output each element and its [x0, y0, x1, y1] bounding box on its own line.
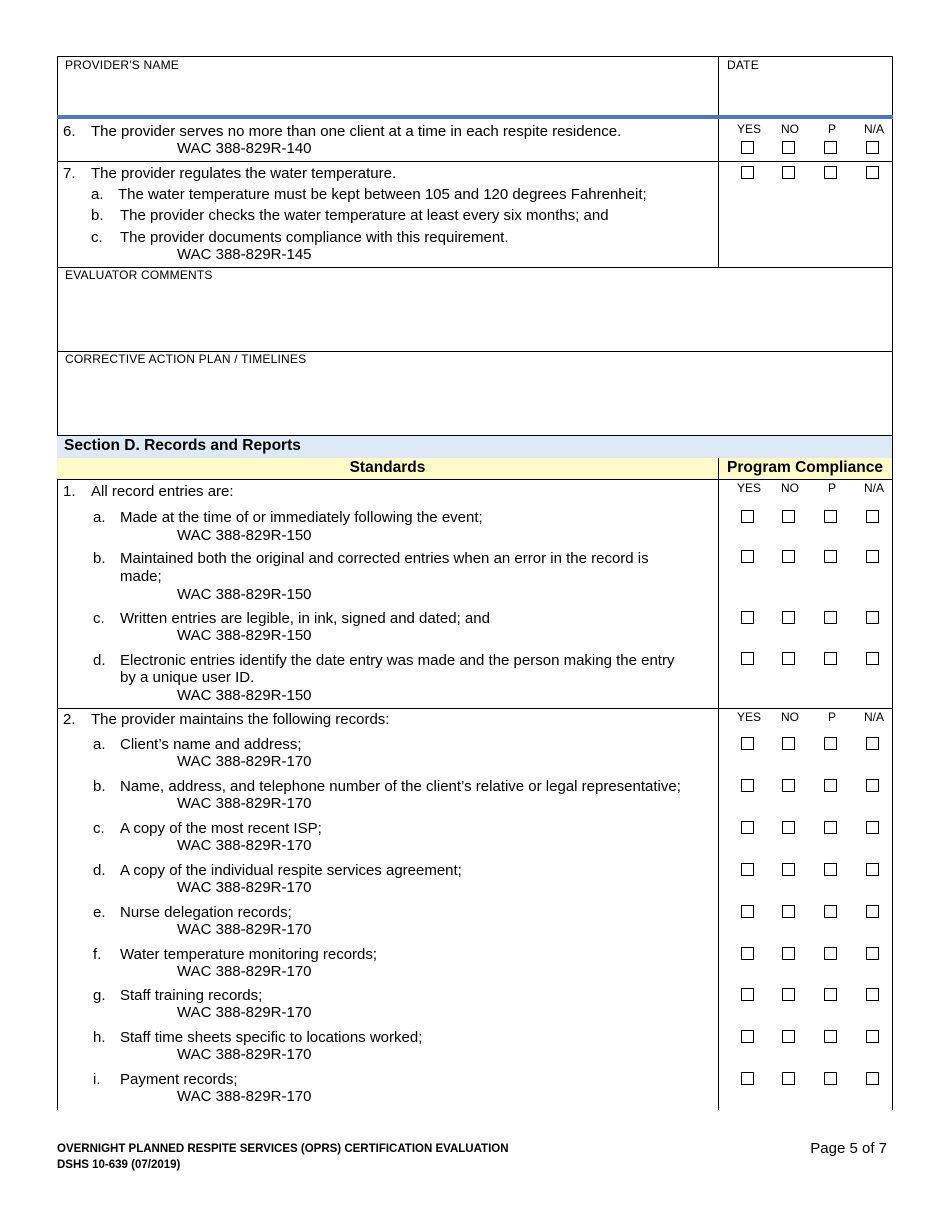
checkbox-na[interactable] [866, 1072, 879, 1085]
wac-reference: WAC 388-829R-150 [177, 527, 312, 544]
wac-reference: WAC 388-829R-150 [177, 687, 312, 704]
checkbox-na[interactable] [866, 652, 879, 665]
checkbox-no[interactable] [782, 510, 795, 523]
checkbox-yes[interactable] [741, 166, 754, 179]
checkbox-p[interactable] [824, 550, 837, 563]
subitem-letter: a. [91, 186, 104, 203]
subitem-letter: b. [93, 550, 106, 567]
header-p: P [827, 481, 836, 495]
section-divider-rule [57, 115, 893, 119]
checkbox-p[interactable] [824, 141, 837, 154]
checkbox-no[interactable] [782, 821, 795, 834]
checkbox-no[interactable] [782, 141, 795, 154]
providers-name-field[interactable] [60, 74, 715, 112]
wac-reference: WAC 388-829R-140 [177, 140, 312, 157]
evaluator-comments-label: EVALUATOR COMMENTS [65, 268, 213, 282]
standards-label: Standards [349, 459, 426, 476]
checkbox-no[interactable] [782, 1072, 795, 1085]
item-text: The provider maintains the following records: [91, 711, 390, 728]
checkbox-yes[interactable] [741, 141, 754, 154]
subitem-letter: c. [93, 610, 105, 627]
footer-form-number: DSHS 10-639 (07/2019) [57, 1159, 181, 1171]
wac-reference: WAC 388-829R-170 [177, 879, 312, 896]
checkbox-na[interactable] [866, 863, 879, 876]
section-title: Section D. Records and Reports [64, 437, 301, 454]
checkbox-p[interactable] [824, 905, 837, 918]
checkbox-yes[interactable] [741, 611, 754, 624]
item-number: 6. [63, 123, 76, 140]
subitem-letter: e. [93, 904, 106, 921]
header-no: NO [781, 122, 799, 136]
item-number: 2. [63, 711, 76, 728]
subitem-letter: f. [93, 946, 102, 963]
wac-reference: WAC 388-829R-170 [177, 921, 312, 938]
checkbox-yes[interactable] [741, 821, 754, 834]
item-text: The provider serves no more than one client at a time in each respite residence. [91, 123, 622, 140]
subitem-text: Client’s name and address; [120, 736, 302, 753]
checkbox-no[interactable] [782, 652, 795, 665]
checkbox-yes[interactable] [741, 1072, 754, 1085]
evaluator-comments-field[interactable] [60, 284, 888, 348]
checkbox-p[interactable] [824, 1030, 837, 1043]
checkbox-na[interactable] [866, 166, 879, 179]
checkbox-na[interactable] [866, 779, 879, 792]
subitem-text: Nurse delegation records; [120, 904, 292, 921]
checkbox-p[interactable] [824, 863, 837, 876]
header-na: N/A [863, 122, 884, 136]
checkbox-na[interactable] [866, 611, 879, 624]
subitem-text: The water temperature must be kept between 105 and 120 degrees Fahrenheit; [118, 186, 647, 203]
checkbox-yes[interactable] [741, 550, 754, 563]
checkbox-yes[interactable] [741, 863, 754, 876]
checkbox-p[interactable] [824, 166, 837, 179]
subitem-text: The provider documents compliance with this requirement. [120, 229, 509, 246]
page-number: Page 5 of 7 [810, 1140, 887, 1157]
checkbox-no[interactable] [782, 737, 795, 750]
checkbox-na[interactable] [866, 510, 879, 523]
subitem-text: The provider checks the water temperature at least every six months; and [120, 207, 609, 224]
checkbox-yes[interactable] [741, 988, 754, 1001]
subitem-text: Staff time sheets specific to locations worked; [120, 1029, 423, 1046]
checkbox-na[interactable] [866, 905, 879, 918]
wac-reference: WAC 388-829R-170 [177, 1088, 312, 1105]
checkbox-no[interactable] [782, 947, 795, 960]
checkbox-na[interactable] [866, 737, 879, 750]
checkbox-no[interactable] [782, 779, 795, 792]
wac-reference: WAC 388-829R-170 [177, 1046, 312, 1063]
item-text: All record entries are: [91, 483, 234, 500]
subitem-text: Made at the time of or immediately following the event; [120, 509, 483, 526]
subitem-letter: d. [93, 862, 106, 879]
header-na: N/A [863, 481, 884, 495]
checkbox-p[interactable] [824, 737, 837, 750]
item-text: The provider regulates the water temperature. [91, 165, 397, 182]
subitem-letter: i. [93, 1071, 101, 1088]
subitem-letter: c. [91, 229, 103, 246]
subitem-text: Written entries are legible, in ink, signed and dated; and [120, 610, 490, 627]
header-yes: YES [736, 710, 761, 724]
subitem-text: A copy of the individual respite services agreement; [120, 862, 462, 879]
checkbox-na[interactable] [866, 550, 879, 563]
subitem-letter: c. [93, 820, 105, 837]
frame-top [57, 56, 892, 57]
item-number: 7. [63, 165, 76, 182]
checkbox-yes[interactable] [741, 510, 754, 523]
checkbox-yes[interactable] [741, 737, 754, 750]
row-divider [57, 708, 892, 709]
subitem-text: Payment records; [120, 1071, 238, 1088]
subitem-text: Maintained both the original and corrected entries when an error in the record is [120, 550, 649, 567]
checkbox-p[interactable] [824, 1072, 837, 1085]
subitem-text: A copy of the most recent ISP; [120, 820, 322, 837]
date-field[interactable] [722, 74, 888, 112]
checkbox-na[interactable] [866, 947, 879, 960]
checkbox-no[interactable] [782, 550, 795, 563]
wac-reference: WAC 388-829R-150 [177, 586, 312, 603]
checkbox-p[interactable] [824, 652, 837, 665]
header-p: P [827, 710, 836, 724]
date-label: DATE [727, 58, 759, 72]
subitem-text: Water temperature monitoring records; [120, 946, 378, 963]
wac-reference: WAC 388-829R-170 [177, 753, 312, 770]
compliance-divider [718, 458, 719, 1110]
wac-reference: WAC 388-829R-170 [177, 795, 312, 812]
program-compliance-label: Program Compliance [727, 459, 883, 476]
subitem-text: Staff training records; [120, 987, 263, 1004]
subitem-letter: d. [93, 652, 106, 669]
wac-reference: WAC 388-829R-170 [177, 963, 312, 980]
checkbox-na[interactable] [866, 141, 879, 154]
checkbox-yes[interactable] [741, 905, 754, 918]
header-no: NO [781, 481, 799, 495]
header-p: P [827, 122, 836, 136]
checkbox-na[interactable] [866, 1030, 879, 1043]
checkbox-yes[interactable] [741, 779, 754, 792]
header-no: NO [781, 710, 799, 724]
wac-reference: WAC 388-829R-150 [177, 627, 312, 644]
subitem-letter: h. [93, 1029, 106, 1046]
subitem-letter: b. [93, 778, 106, 795]
name-date-divider [718, 56, 719, 116]
checkbox-no[interactable] [782, 988, 795, 1001]
checkbox-p[interactable] [824, 988, 837, 1001]
checkbox-no[interactable] [782, 1030, 795, 1043]
header-na: N/A [863, 710, 884, 724]
checkbox-p[interactable] [824, 821, 837, 834]
wac-reference: WAC 388-829R-170 [177, 1004, 312, 1021]
checkbox-no[interactable] [782, 863, 795, 876]
frame-right [892, 56, 893, 1110]
footer-form-title: OVERNIGHT PLANNED RESPITE SERVICES (OPRS) CERTIFICATION EVALUATION [57, 1143, 509, 1155]
subitem-text-continued: by a unique user ID. [120, 669, 255, 686]
frame-left [57, 56, 58, 1110]
subitem-text: Name, address, and telephone number of the client’s relative or legal representative; [120, 778, 681, 795]
compliance-divider [718, 119, 719, 268]
header-yes: YES [736, 481, 761, 495]
subitem-text-continued: made; [120, 568, 162, 585]
subitem-text: Electronic entries identify the date entry was made and the person making the entry [120, 652, 675, 669]
corrective-action-field[interactable] [60, 368, 888, 432]
checkbox-na[interactable] [866, 821, 879, 834]
subitem-letter: a. [93, 509, 106, 526]
wac-reference: WAC 388-829R-170 [177, 837, 312, 854]
checkbox-yes[interactable] [741, 947, 754, 960]
checkbox-p[interactable] [824, 611, 837, 624]
row-divider [57, 161, 892, 162]
item-number: 1. [63, 483, 76, 500]
checkbox-no[interactable] [782, 611, 795, 624]
checkbox-no[interactable] [782, 905, 795, 918]
corrective-action-label: CORRECTIVE ACTION PLAN / TIMELINES [65, 352, 307, 366]
checkbox-p[interactable] [824, 779, 837, 792]
providers-name-label: PROVIDER'S NAME [65, 58, 179, 72]
checkbox-p[interactable] [824, 510, 837, 523]
subitem-letter: g. [93, 987, 106, 1004]
checkbox-yes[interactable] [741, 1030, 754, 1043]
checkbox-na[interactable] [866, 988, 879, 1001]
checkbox-no[interactable] [782, 166, 795, 179]
subitem-letter: b. [91, 207, 104, 224]
header-yes: YES [736, 122, 761, 136]
checkbox-p[interactable] [824, 947, 837, 960]
checkbox-yes[interactable] [741, 652, 754, 665]
wac-reference: WAC 388-829R-145 [177, 246, 312, 263]
subitem-letter: a. [93, 736, 106, 753]
